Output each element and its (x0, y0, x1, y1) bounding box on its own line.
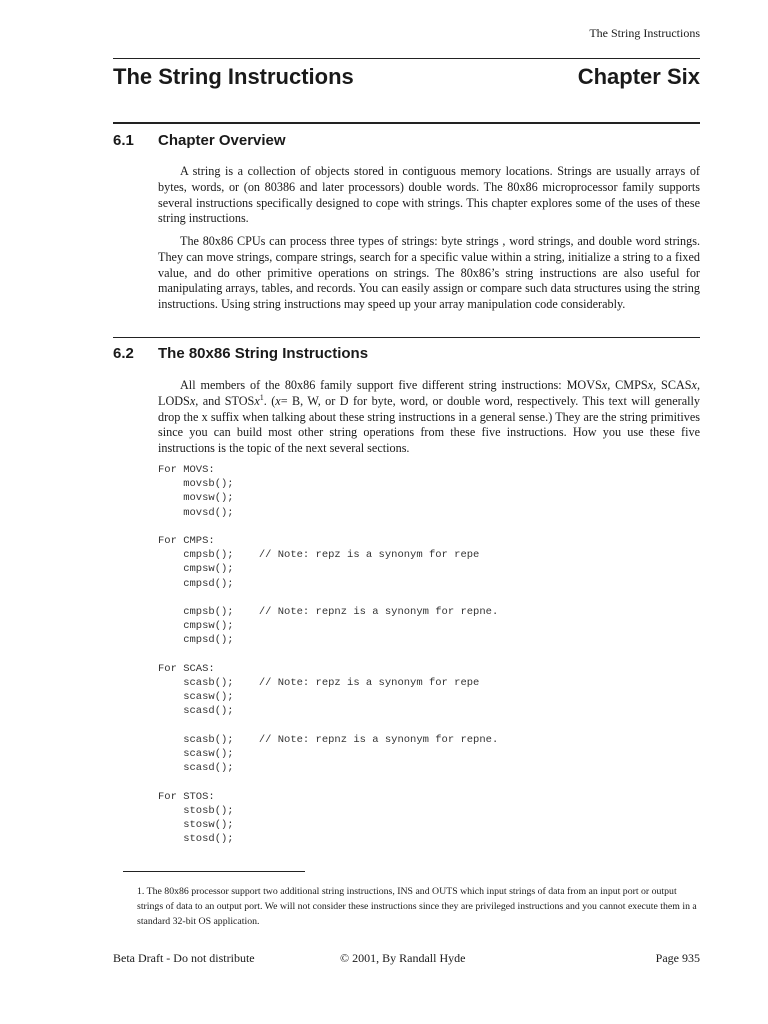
section-title: Chapter Overview (158, 132, 286, 149)
footer-copyright: © 2001, By Randall Hyde (340, 951, 466, 965)
footnote-ref: 1 (259, 392, 264, 402)
chapter-label: Chapter Six (577, 64, 700, 89)
paragraph-overview-2: The 80x86 CPUs can process three types of strings: byte strings , word strings, and double word strings. They can move strings, compare strings, search for a specific value within a string, initialize a string to a fixed value, and do other primitive operations on strings. The 80x86’s string instructions are also useful for manipulating arrays, tables, and records. You can easily assign or compare such data structures using the string instructions. Using string instructions may speed up your array manipulation code considerably. (158, 234, 700, 312)
paragraph-overview-1: A string is a collection of objects stored in contiguous memory locations. Strings are usually arrays of bytes, words, or (on 80386 and later processors) double words. The 80x86 microprocessor family supports several instructions specifically designed to cope with strings. This chapter explores some of the uses of these string instructions. (158, 164, 700, 226)
running-header: The String Instructions (589, 26, 700, 40)
title-rule (113, 122, 700, 124)
section-number: 6.1 (113, 132, 134, 149)
section-title: The 80x86 String Instructions (158, 345, 369, 362)
section-heading-6-1 (113, 132, 286, 149)
code-listing: For MOVS: movsb(); movsw(); movsd(); For CMPS: cmpsb(); // Note: repz is a synonym for repe cmpsw(); cmpsd(); cmpsb(); // Note: repnz is a synonym for repne. cmpsw(); cmpsd(); For SCAS: scasb(); // Note: repz is a synonym for repe scasw(); scasd(); scasb(); // Note: repnz is a synonym for repne. scasw(); scasd(); For STOS: stosb(); stosw(); stosd(); (158, 464, 499, 846)
footer-draft-note: Beta Draft - Do not distribute (113, 951, 255, 965)
paragraph-string-instructions: All members of the 80x86 family support five different string instructions: MOVSx, CMPSx, SCASx, LODSx, and STOSx$^1$. (x= B, W, or D for byte, word, or double word, respectively. This text will generally drop the x suffix when talking about these string instructions in a general sense.) They are the string primitives since you can build most other string operations from these five instructions. How you use these five instructions is the topic of the next several sections. (158, 378, 701, 456)
section-rule (113, 337, 700, 338)
section-heading-6-2 (113, 345, 368, 362)
chapter-title: The String Instructions (113, 64, 354, 89)
header-rule (113, 58, 700, 59)
footnote: 1. The 80x86 processor support two additional string instructions, INS and OUTS which input strings of data from an input port or output strings of data to an output port. We will not consider these instructions since they are privileged instructions and you cannot execute them in a standard 32-bit OS application. (137, 886, 697, 927)
page-number: Page 935 (655, 951, 700, 965)
section-number: 6.2 (113, 345, 134, 362)
footnote-rule (123, 871, 305, 872)
